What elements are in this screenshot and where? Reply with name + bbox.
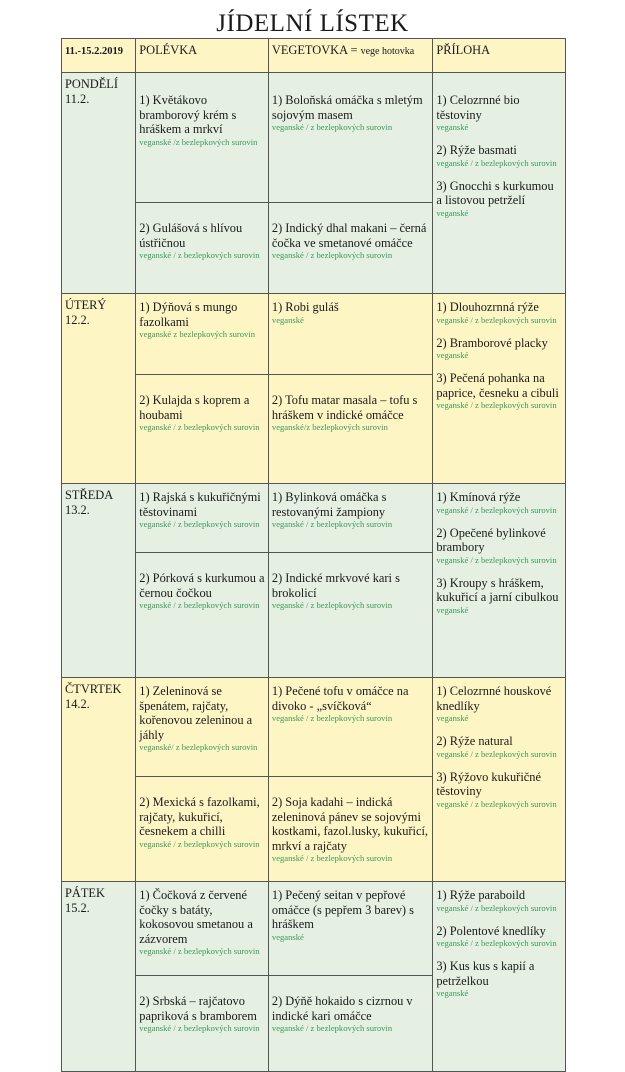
day-date: 15.2. [65,900,90,915]
day-cell [62,678,136,882]
day-cell [62,484,136,678]
soup-cell [136,484,269,553]
day-date: 14.2. [65,696,90,711]
dish-name: 1) Robi guláš [271,300,339,314]
vege-cell [268,375,432,484]
day-row [62,294,566,375]
day-name: STŘEDA [65,488,114,502]
header-vege-note: vege hotovka [360,46,415,57]
day-row [62,484,566,553]
dish-name: 1) Květákovo bramborový krém s hráškem a mrkví [139,93,237,137]
diet-tag: veganské [271,931,304,942]
diet-tag: veganské / z bezlepkových surovin [436,938,557,949]
side-dish-name: 3) Gnocchi s kurkumou a listovou petrželí [436,178,554,208]
side-dish-name: 1) Dlouhozrnná rýže [436,300,539,314]
side-dish-name: 3) Kus kus s kapií a petrželkou [436,959,535,988]
day-name: PÁTEK [65,886,105,900]
diet-tag: veganské / z bezlepkových surovin [436,554,557,565]
side-dish-name: 2) Polentové knedlíky [436,923,546,938]
week-range: 11.-15.2.2019 [62,39,136,73]
dish-name: 1) Boloňská omáčka s mletým sojovým masem [271,93,423,122]
side-dish-name: 2) Bramborové placky [436,335,548,350]
day-name: PONDĚLÍ [65,77,118,91]
diet-tag: veganské / z bezlepkových surovin [271,600,393,611]
soup-cell [136,553,269,678]
day-cell [62,73,136,294]
side-dish-name: 2) Rýže basmati [436,143,517,158]
diet-tag: veganské / z bezlepkových surovin [436,798,557,809]
dish-name: 2) Srbská – rajčatovo papriková s bramborem [139,994,257,1023]
side-dish-name: 3) Pečená pohanka na paprice, česneku a cibuli [436,371,559,400]
diet-tag: veganské / z bezlepkových surovin [139,422,260,433]
side-dish-name: 1) Celozrnné houskové knedlíky [436,684,552,713]
day-date: 12.2. [65,312,90,327]
vege-cell [268,882,432,976]
side-dish-name: 2) Opečené bylinkové brambory [436,525,546,555]
side-cell [433,882,566,1072]
day-name: ČTVRTEK [65,682,122,696]
diet-tag: veganské [436,207,469,218]
diet-tag: veganské [436,988,469,999]
side-dish-name: 3) Rýžovo kukuřičné těstoviny [436,769,541,799]
vege-cell [268,203,432,294]
header-soup: POLÉVKA [136,39,269,73]
day-date: 13.2. [65,502,90,517]
dish-name: 2) Soja kadahi – indická zeleninová pánev se sojovými kostkami, fazol.lusky, kukuřicí, mrkví a rajčaty [271,795,429,853]
diet-tag: veganské / z bezlepkových surovin [139,250,260,261]
header-vege: VEGETOVKA = vege hotovka [268,39,432,73]
dish-name: 1) Pečené tofu v omáčce na divoko - „svíčková“ [271,684,409,713]
dish-name: 1) Rajská s kukuřičnými těstovinami [139,490,261,519]
soup-cell [136,294,269,375]
soup-cell [136,882,269,976]
diet-tag: veganské z bezlepkových surovin [139,329,256,340]
dish-name: 2) Indické mrkvové kari s brokolicí [271,571,400,600]
vege-cell [268,484,432,553]
diet-tag: veganské / z bezlepkových surovin [436,157,557,168]
dish-name: 2) Gulášová s hlívou ústřičnou [139,221,243,250]
dish-name: 2) Pórková s kurkumou a černou čočkou [139,571,265,600]
page-title: JÍDELNÍ LÍSTEK [216,10,409,37]
diet-tag: veganské [436,350,469,361]
header-side: PŘÍLOHA [433,39,566,73]
day-name: ÚTERÝ [65,298,107,312]
diet-tag: veganské / z bezlepkových surovin [271,122,393,133]
vege-cell [268,294,432,375]
day-row [62,73,566,203]
side-cell [433,678,566,882]
diet-tag: veganské / z bezlepkových surovin [139,946,260,957]
day-date: 11.2. [65,91,90,106]
day-row [62,882,566,976]
day-cell [62,294,136,484]
dish-name: 2) Kulajda s koprem a houbami [139,393,250,422]
vege-cell [268,553,432,678]
dish-name: 1) Dýňová s mungo fazolkami [139,300,238,329]
diet-tag: veganské / z bezlepkových surovin [139,600,260,611]
vege-cell [268,73,432,203]
diet-tag: veganské / z bezlepkových surovin [271,250,393,261]
dish-name: 1) Pečený seitan v pepřové omáčce (s pepřem 3 barev) s hráškem [271,888,414,932]
day-row [62,678,566,777]
diet-tag: veganské / z bezlepkových surovin [271,519,393,530]
soup-cell [136,777,269,882]
side-dish-name: 1) Rýže paraboild [436,888,526,902]
diet-tag: veganské [436,604,469,615]
diet-tag: veganské / z bezlepkových surovin [271,853,393,864]
dish-name: 2) Dýňě hokaido s cizrnou v indické kari omáčce [271,994,413,1023]
vege-cell [268,777,432,882]
soup-cell [136,678,269,777]
diet-tag: veganské / z bezlepkových surovin [436,314,557,325]
diet-tag: veganské [271,314,304,325]
side-dish-name: 1) Kmínová rýže [436,490,521,504]
diet-tag: veganské /z bezlepkových surovin [139,136,258,147]
diet-tag: veganské [436,122,469,133]
side-dish-name: 1) Celozrnné bio těstoviny [436,93,520,122]
dish-name: 1) Bylinková omáčka s restovanými žampiony [271,490,387,519]
side-cell [433,294,566,484]
dish-name: 1) Zeleninová se špenátem, rajčaty, kořenovou zeleninou a jáhly [139,684,253,742]
diet-tag: veganské / z bezlepkových surovin [139,1023,260,1034]
side-dish-name: 2) Rýže natural [436,734,513,749]
diet-tag: veganské [436,713,469,724]
soup-cell [136,976,269,1072]
diet-tag: veganské / z bezlepkových surovin [436,504,557,515]
dish-name: 1) Čočková z červené čočky s batáty, kokosovou smetanou a zázvorem [139,888,253,946]
diet-tag: veganské / z bezlepkových surovin [271,1023,393,1034]
vege-cell [268,976,432,1072]
diet-tag: veganské/ z bezlepkových surovin [139,742,258,753]
diet-tag: veganské / z bezlepkových surovin [436,902,557,913]
diet-tag: veganské / z bezlepkových surovin [436,748,557,759]
diet-tag: veganské / z bezlepkových surovin [271,713,393,724]
diet-tag: veganské/z bezlepkových surovin [271,422,388,433]
diet-tag: veganské / z bezlepkových surovin [436,400,557,411]
soup-cell [136,203,269,294]
header-row [62,39,566,73]
soup-cell [136,73,269,203]
side-cell [433,73,566,294]
day-cell [62,882,136,1072]
dish-name: 2) Mexická s fazolkami, rajčaty, kukuřicí, česnekem a chilli [139,795,260,839]
side-cell [433,484,566,678]
dish-name: 2) Indický dhal makani – černá čočka ve smetanové omáčce [271,221,427,250]
side-dish-name: 3) Kroupy s hráškem, kukuřicí a jarní cibulkou [436,575,559,605]
diet-tag: veganské / z bezlepkových surovin [139,838,260,849]
soup-cell [136,375,269,484]
diet-tag: veganské / z bezlepkových surovin [139,519,260,530]
vege-cell [268,678,432,777]
menu-table [61,38,566,1072]
dish-name: 2) Tofu matar masala – tofu s hráškem v indické omáčce [271,393,418,422]
